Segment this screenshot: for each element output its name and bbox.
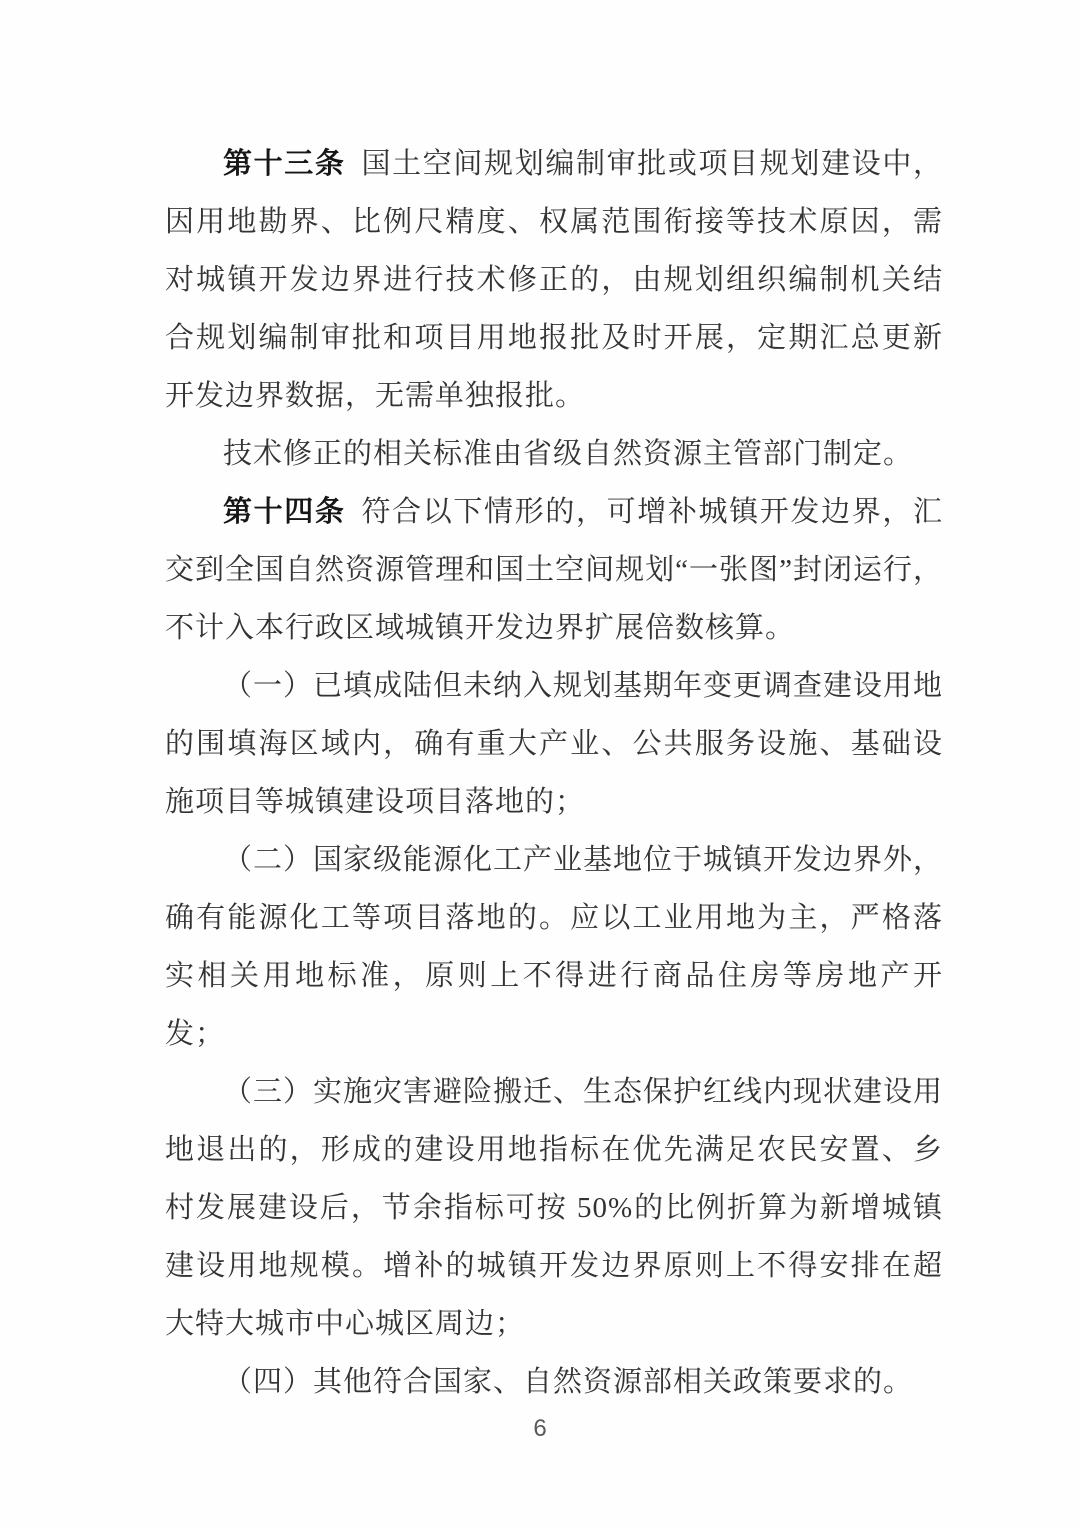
paragraph-article-14 [165,483,943,657]
paragraph-text: （三）实施灾害避险搬迁、生态保护红线内现状建设用地退出的，形成的建设用地指标在优先满足农民安置、乡村发展建设后，节余指标可按 50%的比例折算为新增城镇建设用地规模。增补的城镇开发边界原则上不得安排在超大特大城市中心城区周边； [165,1076,944,1340]
paragraph-text: 国土空间规划编制审批或项目规划建设中，因用地勘界、比例尺精度、权属范围衔接等技术原因，需对城镇开发边界进行技术修正的，由规划组织编制机关结合规划编制审批和项目用地报批及时开展，定期汇总更新开发边界数据，无需单独报批。 [165,148,943,412]
article-13-number: 第十三条 [223,148,346,180]
document-body [165,135,943,1411]
paragraph-item-4 [165,1353,943,1411]
article-14-number: 第十四条 [223,496,346,528]
paragraph-item-2 [165,831,943,1063]
paragraph-text: 技术修正的相关标准由省级自然资源主管部门制定。 [223,438,914,470]
paragraph-article-13 [165,135,943,425]
paragraph-item-1 [165,657,943,831]
paragraph-text: 符合以下情形的，可增补城镇开发边界，汇交到全国自然资源管理和国土空间规划“一张图”封闭运行，不计入本行政区域城镇开发边界扩展倍数核算。 [165,496,943,644]
paragraph-technical-standard [165,425,943,483]
page-number: 6 [533,1415,547,1442]
paragraph-text: （二）国家级能源化工产业基地位于城镇开发边界外，确有能源化工等项目落地的。应以工业用地为主，严格落实相关用地标准，原则上不得进行商品住房等房地产开发； [165,844,944,1050]
paragraph-text: （四）其他符合国家、自然资源部相关政策要求的。 [223,1366,914,1398]
paragraph-item-3 [165,1063,943,1353]
paragraph-text: （一）已填成陆但未纳入规划基期年变更调查建设用地的围填海区域内，确有重大产业、公共服务设施、基础设施项目等城镇建设项目落地的； [165,670,944,818]
